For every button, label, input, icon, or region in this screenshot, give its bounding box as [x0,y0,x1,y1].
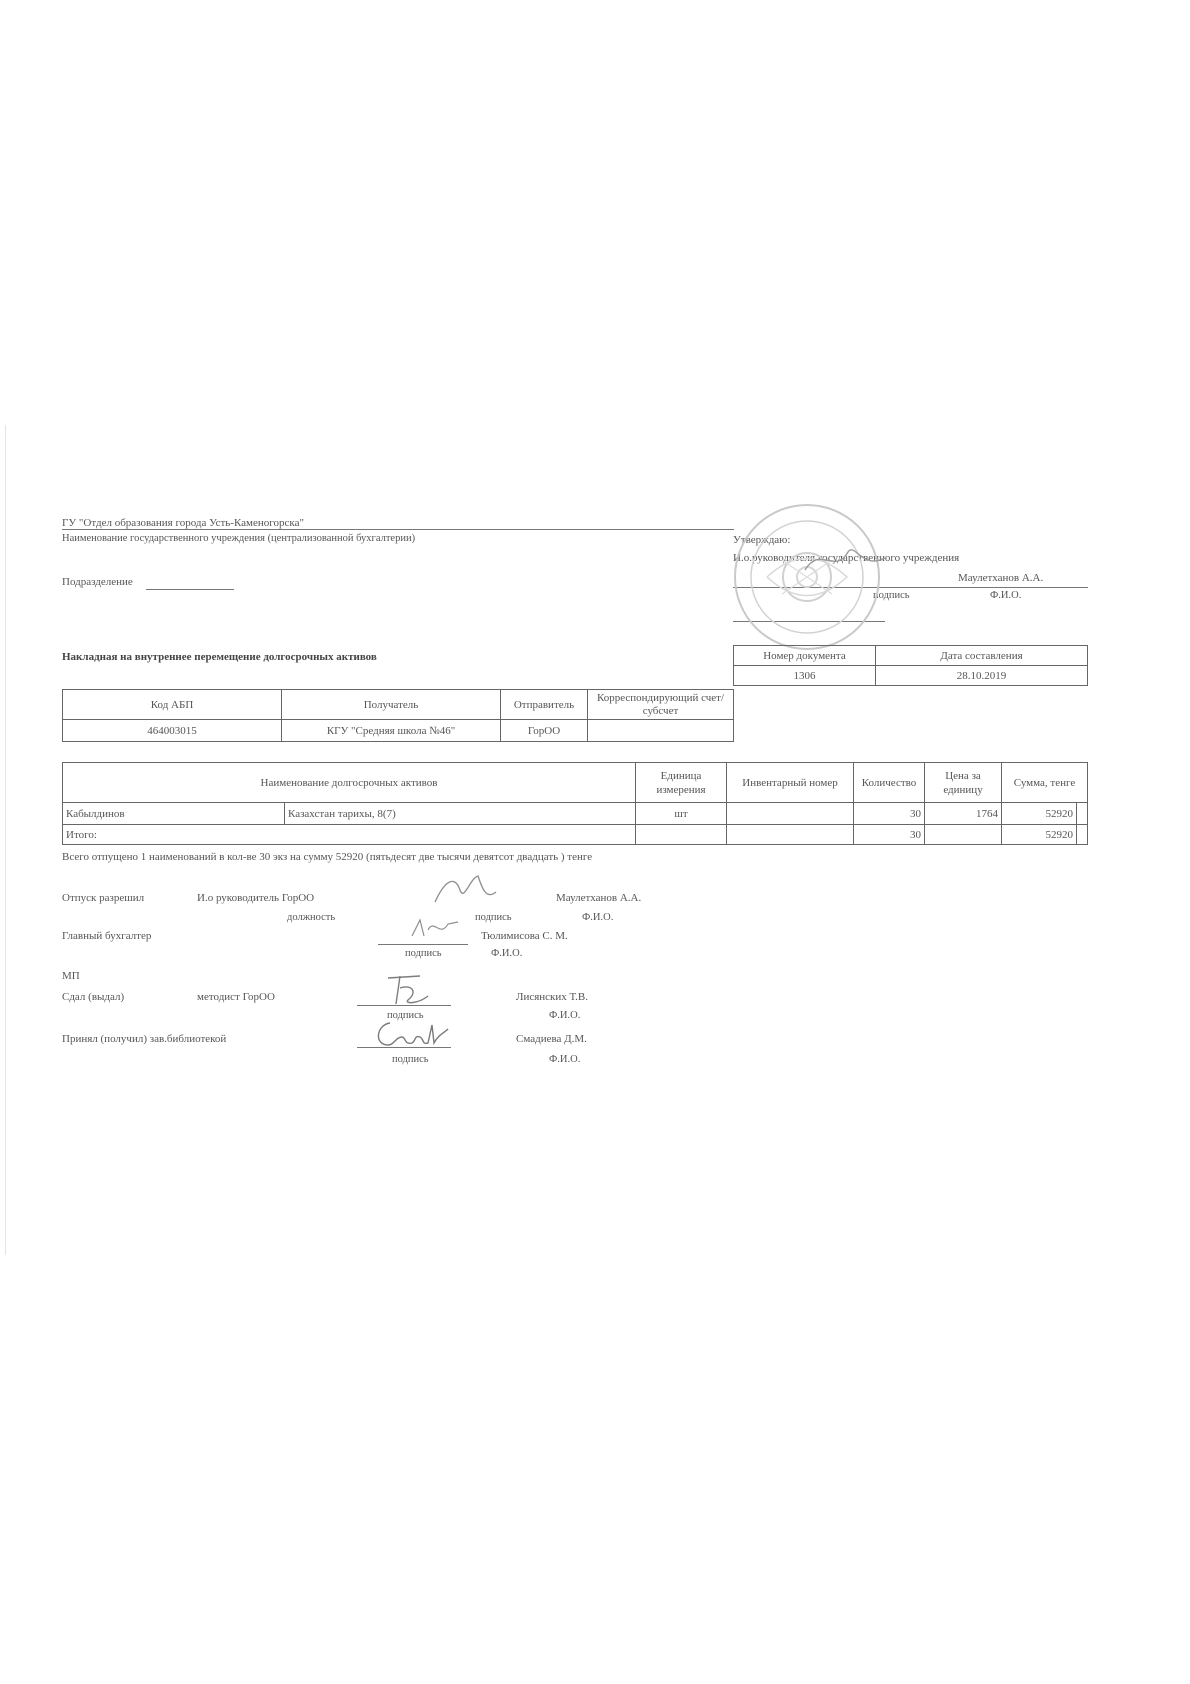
document-number: 1306 [734,666,876,686]
approve-name: Маулетханов А.А. [958,572,1044,584]
permit-sign-caption: подпись [475,912,512,923]
accountant-fio-caption: Ф.И.О. [491,948,523,959]
account [588,720,734,742]
org-caption: Наименование государственного учреждения (централизованной бухгалтерии) [62,533,416,544]
total-sum: 52920 [1002,825,1077,845]
items-table [62,762,1088,845]
document-title: Накладная на внутреннее перемещение долгосрочных активов [62,651,377,663]
table-row [63,803,1088,825]
number-header: Номер документа [734,646,876,666]
received-fio-caption: Ф.И.О. [549,1054,581,1065]
items-header-price: Цена за единицу [925,763,1002,803]
recipient: КГУ "Средняя школа №46" [282,720,501,742]
approve-label: Утверждаю: [733,534,791,546]
permit-fio-caption: Ф.И.О. [582,912,614,923]
item-price: 1764 [925,803,1002,825]
received-signature-icon [368,1015,453,1053]
accountant-signature-icon [408,912,463,942]
accountant-label: Главный бухгалтер [62,930,152,942]
handed-signature-icon [378,970,438,1010]
total-quantity: 30 [854,825,925,845]
approve-sign-caption: подпись [873,590,910,601]
received-label: Принял (получил) зав.библиотекой [62,1033,227,1045]
item-author: Кабылдинов [63,803,285,825]
permit-name: Маулетханов А.А. [556,892,642,904]
date-header: Дата составления [876,646,1088,666]
parties-header-sender: Отправитель [501,690,588,720]
permit-label: Отпуск разрешил [62,892,145,904]
mp-label: МП [62,970,80,982]
items-header-inventory: Инвентарный номер [727,763,854,803]
subdivision-line [146,588,234,590]
handed-role: методист ГорОО [197,991,275,1003]
items-header-unit: Единица измерения [636,763,727,803]
accountant-name: Тюлимисова С. М. [481,930,568,942]
parties-table [62,689,734,742]
summary-text: Всего отпущено 1 наименований в кол-ве 30 экз на сумму 52920 (пятьдесят две тысячи девятсот двадцать ) тенге [62,851,593,863]
permit-role: И.о руководитель ГорОО [197,892,315,904]
item-sum: 52920 [1002,803,1077,825]
org-name: ГУ "Отдел образования города Усть-Каменогорска" [62,517,734,530]
total-label: Итого: [63,825,636,845]
approve-role: И.о.руководителя государственного учреждения [733,552,960,564]
table-row [63,825,1088,845]
handed-sign-caption: подпись [387,1010,424,1021]
subdivision-label: Подразделение [62,576,133,588]
parties-header-recipient: Получатель [282,690,501,720]
item-inventory [727,803,854,825]
permit-role-caption: должность [287,912,336,923]
item-unit: шт [636,803,727,825]
received-name: Смадиева Д.М. [516,1033,587,1045]
approve-fio-caption: Ф.И.О. [990,590,1022,601]
items-header-sum: Сумма, тенге [1002,763,1088,803]
sender: ГорОО [501,720,588,742]
approve-signature-icon [800,540,890,580]
accountant-sign-line [378,943,468,945]
abp-code: 464003015 [63,720,282,742]
item-title: Казахстан тарихы, 8(7) [285,803,636,825]
accountant-sign-caption: подпись [405,948,442,959]
parties-header-account: Корреспондирующий счет/субсчет [588,690,734,720]
permit-signature-icon [430,870,500,910]
document-date: 28.10.2019 [876,666,1088,686]
handed-name: Лисянских Т.В. [516,991,588,1003]
handed-label: Сдал (выдал) [62,991,125,1003]
items-header-name: Наименование долгосрочных активов [63,763,636,803]
document-number-table [733,645,1088,686]
items-header-quantity: Количество [854,763,925,803]
handed-fio-caption: Ф.И.О. [549,1010,581,1021]
parties-header-abp: Код АБП [63,690,282,720]
item-quantity: 30 [854,803,925,825]
received-sign-caption: подпись [392,1054,429,1065]
scan-edge [5,425,6,1255]
